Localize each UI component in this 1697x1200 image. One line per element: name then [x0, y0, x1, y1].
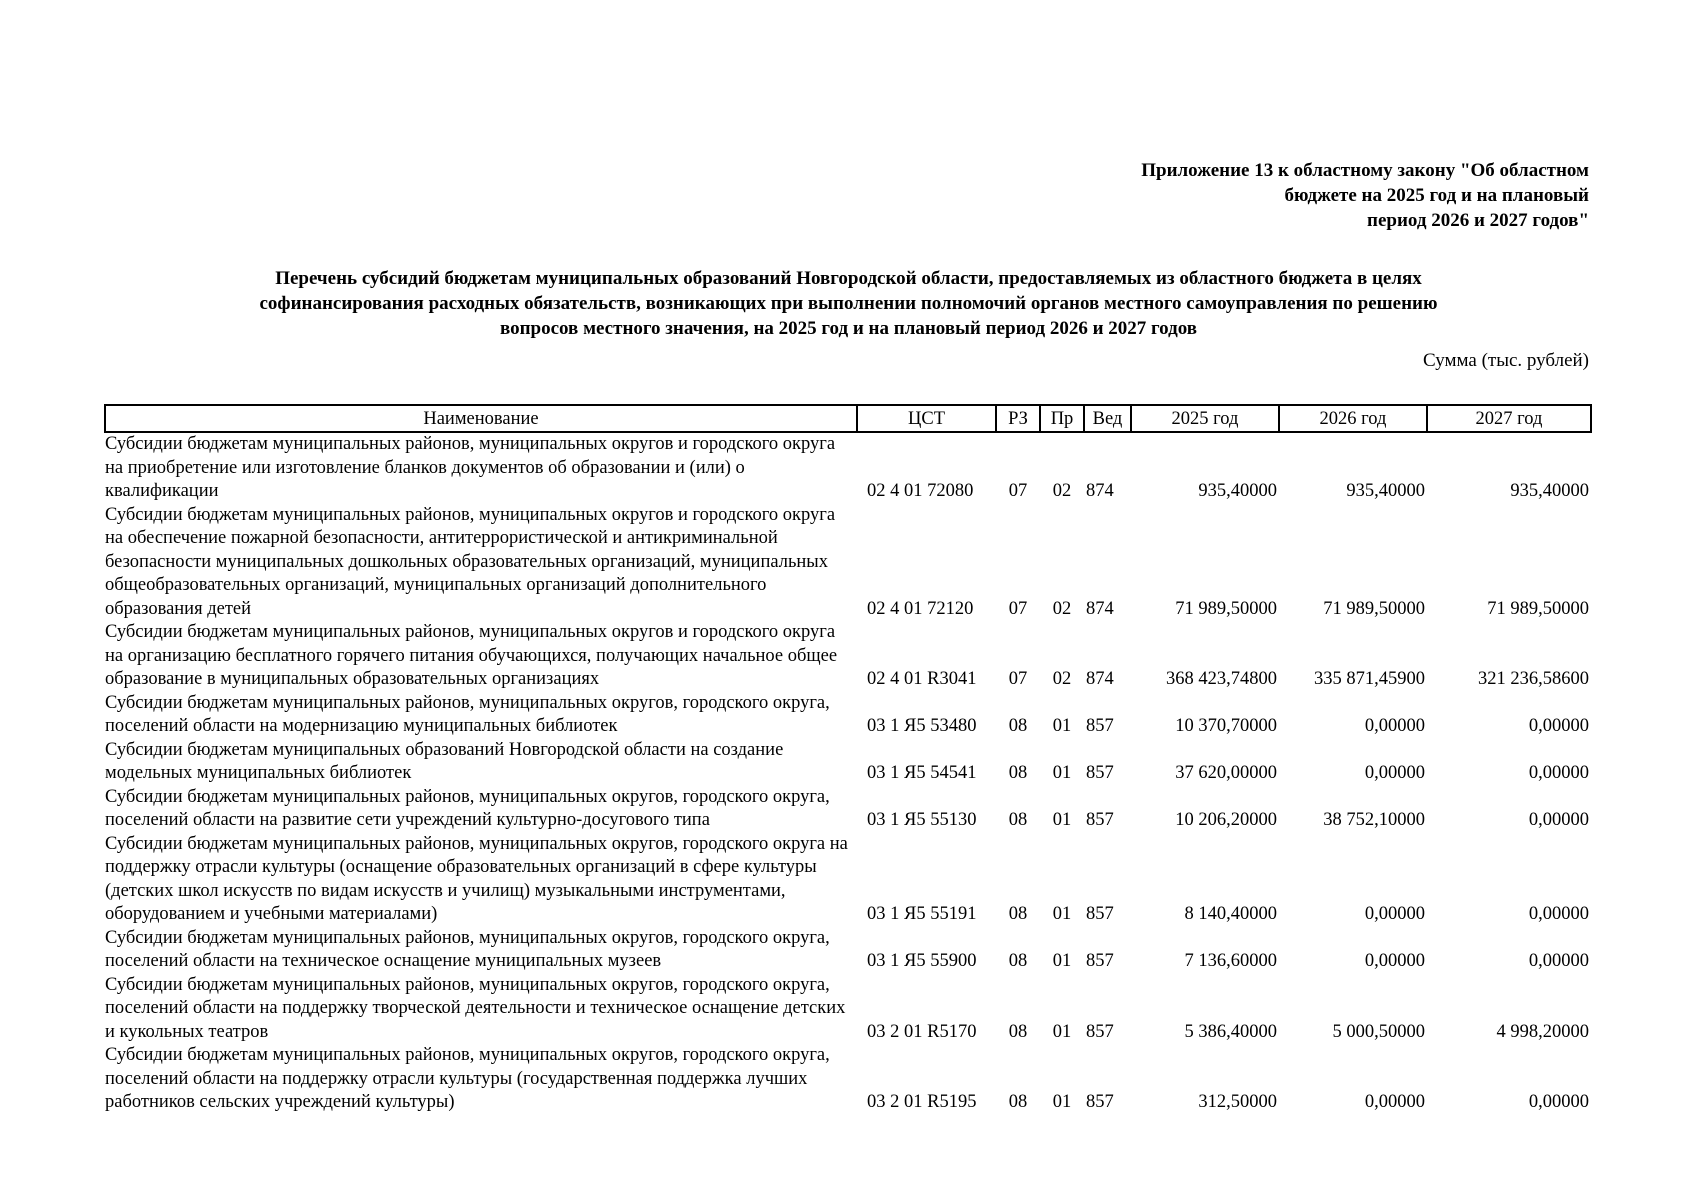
header-name: Наименование — [105, 405, 857, 432]
row-name: Субсидии бюджетам муниципальных районов, муниципальных округов и городского округа на обеспечение пожарной безопасности, антитеррористической и антикриминальной безопасности муниципальных дошкольных образовательных организаций, муниципальных общеобразовательных организаций, муниципальных организаций дополнительного образования детей — [105, 504, 836, 619]
row-name: Субсидии бюджетам муниципальных районов, муниципальных округов, городского округа, поселений области на модернизацию муниципальных библиотек — [105, 692, 830, 736]
row-2026: 71 989,50000 — [1323, 598, 1425, 619]
row-2027: 0,00000 — [1528, 904, 1589, 924]
table-row — [105, 739, 1591, 786]
row-rz: 08 — [1008, 716, 1028, 736]
row-name: Субсидии бюджетам муниципальных районов, муниципальных округов и городского округа на приобретение или изготовление бланков документов об образовании и (или) о квалификации — [105, 434, 836, 501]
row-2027: 0,00000 — [1528, 716, 1589, 736]
row-2026: 5 000,50000 — [1332, 1021, 1425, 1042]
row-cst: 03 1 Я5 53480 — [867, 716, 977, 736]
header-cst: ЦСТ — [857, 405, 996, 432]
row-name: Субсидии бюджетам муниципальных образований Новгородской области на создание модельных муниципальных библиотек — [105, 739, 784, 783]
row-rz: 07 — [1008, 598, 1028, 619]
row-2025: 10 206,20000 — [1175, 810, 1277, 830]
title-line: Перечень субсидий бюджетам муниципальных образований Новгородской области, предоставляемых из областного бюджета в целях — [275, 268, 1422, 289]
row-name: Субсидии бюджетам муниципальных районов, муниципальных округов, городского округа, поселений области на техническое оснащение муниципальных музеев — [105, 927, 830, 971]
table-row — [105, 927, 1591, 974]
row-2025: 71 989,50000 — [1175, 598, 1277, 619]
row-2025: 10 370,70000 — [1175, 716, 1277, 736]
row-2027: 71 989,50000 — [1487, 598, 1589, 619]
row-ved: 857 — [1086, 810, 1114, 830]
row-2026: 935,40000 — [1346, 481, 1425, 501]
table-row — [105, 833, 1591, 927]
row-rz: 07 — [1008, 669, 1028, 689]
row-2025: 8 140,40000 — [1184, 904, 1277, 924]
row-2025: 5 386,40000 — [1184, 1021, 1277, 1042]
row-pr: 01 — [1052, 810, 1072, 830]
table-row — [105, 692, 1591, 739]
table-row — [105, 974, 1591, 1045]
row-2026: 0,00000 — [1364, 763, 1425, 783]
row-2025: 7 136,60000 — [1184, 951, 1277, 971]
row-2027: 321 236,58600 — [1478, 669, 1589, 689]
row-pr: 02 — [1052, 669, 1072, 689]
row-ved: 874 — [1086, 669, 1114, 689]
row-name: Субсидии бюджетам муниципальных районов, муниципальных округов, городского округа, поселений области на поддержку творческой деятельности и техническое оснащение детских и кукольных театров — [105, 974, 846, 1042]
table-row — [105, 621, 1591, 692]
row-pr: 01 — [1052, 951, 1072, 971]
row-cst: 03 1 Я5 55191 — [867, 904, 977, 924]
row-2026: 0,00000 — [1364, 904, 1425, 924]
header-pr: Пр — [1040, 405, 1084, 432]
row-pr: 01 — [1052, 763, 1072, 783]
row-2025: 312,50000 — [1198, 1092, 1277, 1112]
row-rz: 08 — [1008, 1021, 1028, 1042]
row-rz: 08 — [1008, 763, 1028, 783]
table-row — [105, 432, 1591, 504]
header-ved: Вед — [1084, 405, 1131, 432]
row-ved: 857 — [1086, 716, 1114, 736]
units-label: Сумма (тыс. рублей) — [1423, 350, 1589, 371]
row-2026: 0,00000 — [1364, 1092, 1425, 1112]
row-2027: 0,00000 — [1528, 763, 1589, 783]
row-2027: 935,40000 — [1510, 481, 1589, 501]
row-rz: 08 — [1008, 810, 1028, 830]
row-rz: 07 — [1008, 481, 1028, 501]
row-2026: 38 752,10000 — [1323, 810, 1425, 830]
row-name: Субсидии бюджетам муниципальных районов, муниципальных округов, городского округа, поселений области на поддержку отрасли культуры (государственная поддержка лучших работников сельских учреждений культуры) — [105, 1045, 830, 1112]
row-cst: 03 1 Я5 55130 — [867, 810, 977, 830]
appendix-note — [1029, 158, 1589, 233]
row-cst: 03 1 Я5 54541 — [867, 763, 977, 783]
row-name: Субсидии бюджетам муниципальных районов, муниципальных округов, городского округа, поселений области на развитие сети учреждений культурно-досугового типа — [105, 786, 830, 830]
row-2026: 335 871,45900 — [1314, 669, 1425, 689]
row-2025: 368 423,74800 — [1166, 669, 1277, 689]
appendix-line: Приложение 13 к областному закону "Об областном — [1141, 160, 1589, 181]
table-row — [105, 1044, 1591, 1115]
row-pr: 01 — [1052, 904, 1072, 924]
row-pr: 01 — [1052, 716, 1072, 736]
row-ved: 874 — [1086, 598, 1114, 619]
row-pr: 02 — [1052, 598, 1072, 619]
row-rz: 08 — [1008, 951, 1028, 971]
subsidies-table — [104, 404, 1592, 1115]
row-cst: 02 4 01 72120 — [867, 598, 974, 619]
row-cst: 03 2 01 R5195 — [867, 1092, 977, 1112]
row-ved: 857 — [1086, 904, 1114, 924]
row-cst: 02 4 01 72080 — [867, 481, 974, 501]
table-row — [105, 504, 1591, 622]
row-ved: 857 — [1086, 1021, 1114, 1042]
header-2025: 2025 год — [1131, 405, 1279, 432]
row-rz: 08 — [1008, 1092, 1028, 1112]
row-rz: 08 — [1008, 904, 1028, 924]
row-pr: 01 — [1052, 1092, 1072, 1112]
row-ved: 857 — [1086, 951, 1114, 971]
row-pr: 01 — [1052, 1021, 1072, 1042]
header-rz: РЗ — [996, 405, 1040, 432]
row-2026: 0,00000 — [1364, 716, 1425, 736]
row-2025: 37 620,00000 — [1175, 763, 1277, 783]
document-title — [120, 266, 1577, 341]
table-header-row — [105, 405, 1591, 432]
row-ved: 857 — [1086, 763, 1114, 783]
row-2027: 0,00000 — [1528, 951, 1589, 971]
row-2026: 0,00000 — [1364, 951, 1425, 971]
row-name: Субсидии бюджетам муниципальных районов, муниципальных округов и городского округа на организацию бесплатного горячего питания обучающихся, получающих начальное общее образование в муниципальных образовательных организациях — [105, 622, 838, 689]
title-line: софинансирования расходных обязательств, возникающих при выполнении полномочий органов местного самоуправления по решению — [259, 293, 1438, 314]
header-2026: 2026 год — [1279, 405, 1427, 432]
title-line: вопросов местного значения, на 2025 год и на плановый период 2026 и 2027 годов — [499, 318, 1198, 339]
row-pr: 02 — [1052, 481, 1072, 501]
row-2027: 0,00000 — [1528, 810, 1589, 830]
row-2025: 935,40000 — [1198, 481, 1277, 501]
header-2027: 2027 год — [1427, 405, 1591, 432]
row-cst: 03 1 Я5 55900 — [867, 951, 977, 971]
appendix-line: период 2026 и 2027 годов" — [1367, 210, 1589, 231]
appendix-line: бюджете на 2025 год и на плановый — [1284, 185, 1589, 206]
row-2027: 4 998,20000 — [1496, 1021, 1589, 1042]
row-cst: 02 4 01 R3041 — [867, 669, 977, 689]
row-ved: 857 — [1086, 1092, 1114, 1112]
row-ved: 874 — [1086, 481, 1114, 501]
row-2027: 0,00000 — [1528, 1092, 1589, 1112]
row-cst: 03 2 01 R5170 — [867, 1021, 977, 1042]
row-name: Субсидии бюджетам муниципальных районов, муниципальных округов, городского округа на поддержку отрасли культуры (оснащение образовательных организаций в сфере культуры (детских школ искусств по видам искусств и училищ) музыкальными инструментами, оборудованием и учебными материалами) — [105, 833, 848, 924]
table-row — [105, 786, 1591, 833]
